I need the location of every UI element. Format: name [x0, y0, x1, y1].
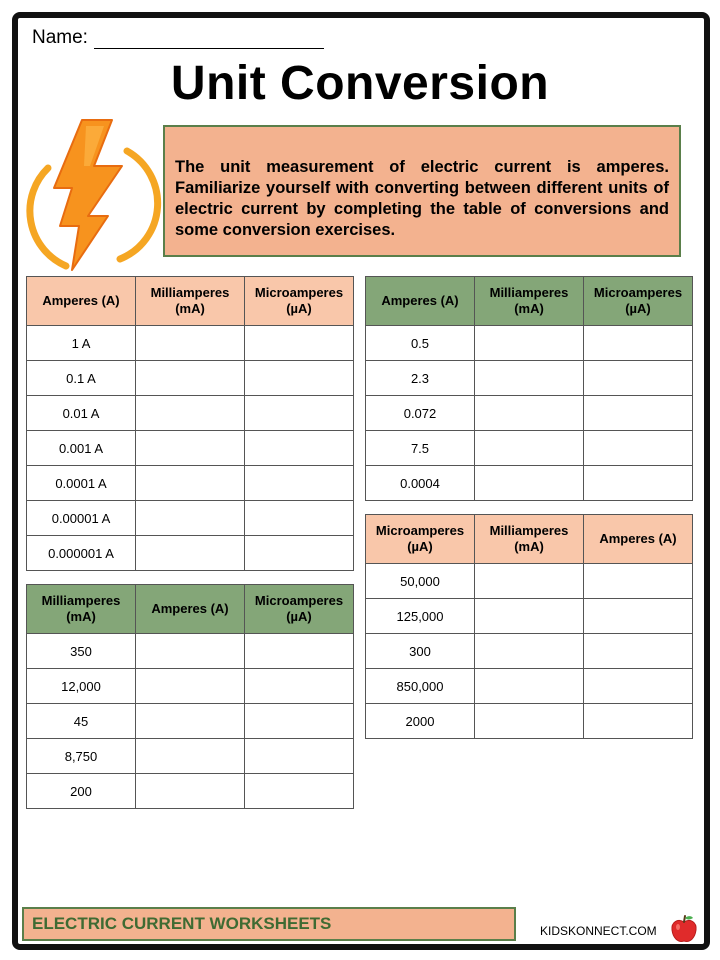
answer-cell[interactable] — [584, 466, 693, 501]
answer-cell[interactable] — [245, 326, 354, 361]
intro-text-box: The unit measurement of electric current is amperes. Familiarize yourself with converting between different units of electric current by completing the table of conversions and some conversion exercises. — [163, 125, 681, 257]
column-header: Amperes (A) — [584, 515, 693, 564]
answer-cell[interactable] — [584, 634, 693, 669]
column-header: Amperes (A) — [136, 585, 245, 634]
table-row — [366, 326, 693, 361]
column-header: Milliamperes (mA) — [136, 277, 245, 326]
table-row — [366, 466, 693, 501]
table-row — [366, 396, 693, 431]
answer-cell[interactable] — [475, 396, 584, 431]
column-header: Milliamperes (mA) — [475, 515, 584, 564]
column-header: Amperes (A) — [366, 277, 475, 326]
answer-cell[interactable] — [584, 326, 693, 361]
given-value-cell: 7.5 — [366, 431, 475, 466]
footer-brand: KIDSKONNECT.COM — [540, 924, 657, 938]
table-row — [27, 704, 354, 739]
column-header: Microamperes (µA) — [245, 585, 354, 634]
table-row — [366, 564, 693, 599]
table-row — [27, 501, 354, 536]
table-row — [366, 669, 693, 704]
table-row — [366, 599, 693, 634]
answer-cell[interactable] — [245, 361, 354, 396]
answer-cell[interactable] — [136, 704, 245, 739]
answer-cell[interactable] — [136, 326, 245, 361]
answer-cell[interactable] — [136, 501, 245, 536]
answer-cell[interactable] — [136, 361, 245, 396]
column-header: Microamperes (µA) — [584, 277, 693, 326]
table-row — [366, 431, 693, 466]
answer-cell[interactable] — [475, 361, 584, 396]
answer-cell[interactable] — [136, 466, 245, 501]
answer-cell[interactable] — [136, 396, 245, 431]
given-value-cell: 12,000 — [27, 669, 136, 704]
given-value-cell: 0.5 — [366, 326, 475, 361]
given-value-cell: 0.001 A — [27, 431, 136, 466]
given-value-cell: 350 — [27, 634, 136, 669]
answer-cell[interactable] — [475, 704, 584, 739]
given-value-cell: 2000 — [366, 704, 475, 739]
answer-cell[interactable] — [475, 326, 584, 361]
table-row — [27, 326, 354, 361]
table-row — [366, 634, 693, 669]
answer-cell[interactable] — [136, 634, 245, 669]
answer-cell[interactable] — [584, 361, 693, 396]
answer-cell[interactable] — [584, 431, 693, 466]
given-value-cell: 45 — [27, 704, 136, 739]
given-value-cell: 2.3 — [366, 361, 475, 396]
name-blank-line[interactable] — [94, 28, 324, 49]
given-value-cell: 1 A — [27, 326, 136, 361]
conversion-table-amperes — [26, 276, 354, 571]
table-row — [27, 466, 354, 501]
answer-cell[interactable] — [136, 774, 245, 809]
given-value-cell: 125,000 — [366, 599, 475, 634]
answer-cell[interactable] — [245, 396, 354, 431]
answer-cell[interactable] — [475, 564, 584, 599]
answer-cell[interactable] — [136, 669, 245, 704]
given-value-cell: 300 — [366, 634, 475, 669]
table-row — [27, 634, 354, 669]
table-row — [27, 536, 354, 571]
answer-cell[interactable] — [245, 536, 354, 571]
column-header: Amperes (A) — [27, 277, 136, 326]
answer-cell[interactable] — [245, 431, 354, 466]
answer-cell[interactable] — [584, 599, 693, 634]
page-title: Unit Conversion — [170, 57, 550, 110]
column-header: Milliamperes (mA) — [475, 277, 584, 326]
table-row — [27, 739, 354, 774]
column-header: Milliamperes (mA) — [27, 585, 136, 634]
given-value-cell: 0.072 — [366, 396, 475, 431]
answer-cell[interactable] — [245, 501, 354, 536]
table-row — [27, 431, 354, 466]
conversion-table-amperes-exercise — [365, 276, 693, 501]
given-value-cell: 0.00001 A — [27, 501, 136, 536]
table-row — [27, 774, 354, 809]
given-value-cell: 0.0001 A — [27, 466, 136, 501]
given-value-cell: 0.0004 — [366, 466, 475, 501]
answer-cell[interactable] — [245, 669, 354, 704]
column-header: Microamperes (µA) — [245, 277, 354, 326]
name-field-row — [32, 27, 324, 49]
lightning-bolt-icon — [24, 116, 162, 274]
answer-cell[interactable] — [136, 739, 245, 774]
footer-worksheet-label: ELECTRIC CURRENT WORKSHEETS — [22, 907, 516, 941]
answer-cell[interactable] — [475, 466, 584, 501]
answer-cell[interactable] — [136, 536, 245, 571]
answer-cell[interactable] — [584, 396, 693, 431]
answer-cell[interactable] — [136, 431, 245, 466]
given-value-cell: 50,000 — [366, 564, 475, 599]
answer-cell[interactable] — [584, 704, 693, 739]
given-value-cell: 850,000 — [366, 669, 475, 704]
column-header: Microamperes (µA) — [366, 515, 475, 564]
answer-cell[interactable] — [584, 564, 693, 599]
given-value-cell: 200 — [27, 774, 136, 809]
table-row — [366, 361, 693, 396]
conversion-table-milliamperes — [26, 584, 354, 809]
answer-cell[interactable] — [475, 669, 584, 704]
given-value-cell: 0.01 A — [27, 396, 136, 431]
name-label: Name: — [32, 27, 88, 48]
answer-cell[interactable] — [245, 774, 354, 809]
answer-cell[interactable] — [584, 669, 693, 704]
answer-cell[interactable] — [245, 739, 354, 774]
answer-cell[interactable] — [475, 431, 584, 466]
given-value-cell: 0.1 A — [27, 361, 136, 396]
table-row — [366, 704, 693, 739]
given-value-cell: 8,750 — [27, 739, 136, 774]
answer-cell[interactable] — [475, 634, 584, 669]
given-value-cell: 0.000001 A — [27, 536, 136, 571]
answer-cell[interactable] — [245, 704, 354, 739]
answer-cell[interactable] — [245, 634, 354, 669]
table-row — [27, 396, 354, 431]
answer-cell[interactable] — [245, 466, 354, 501]
apple-icon — [668, 913, 700, 945]
table-row — [27, 669, 354, 704]
answer-cell[interactable] — [475, 599, 584, 634]
conversion-table-microamperes — [365, 514, 693, 739]
table-row — [27, 361, 354, 396]
